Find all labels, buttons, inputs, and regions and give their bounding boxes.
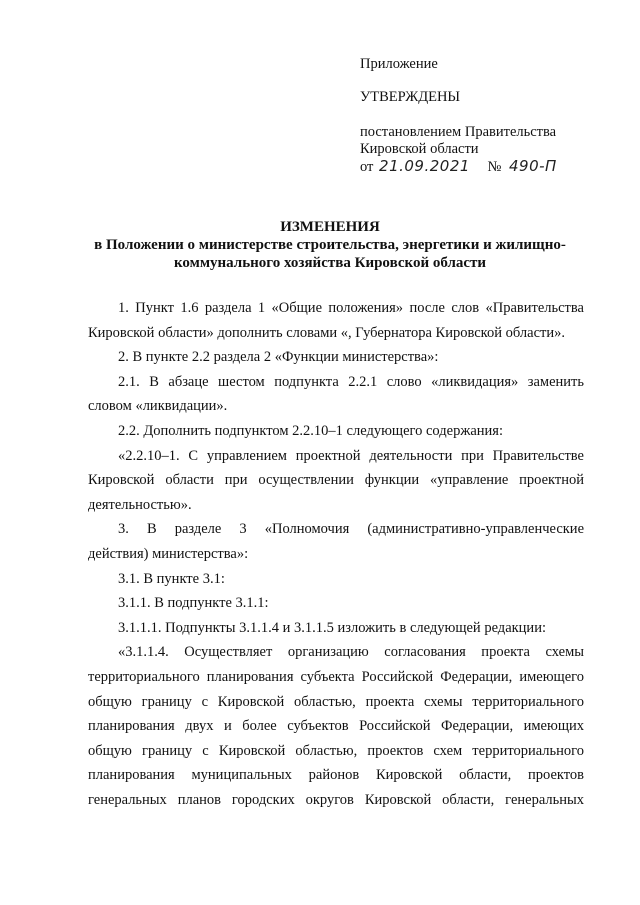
body-line: Кировской области при осуществлении функции «управление проектной [88,472,584,489]
date-prefix: от [360,159,374,175]
body-line: территориального планирования субъекта Российской Федерации, имеющего [88,668,584,685]
title-subline-2: коммунального хозяйства Кировской области [173,255,487,271]
body-line: 3.1.1.1. Подпункты 3.1.1.4 и 3.1.1.5 изложить в следующей редакции: [118,619,546,636]
document-title [60,218,600,272]
approved-label: УТВЕРЖДЕНЫ [360,89,461,105]
date-number-line [360,158,557,176]
handwritten-number: 490-П [509,157,557,175]
body-line: 3.1. В пункте 3.1: [118,570,225,587]
number-sign: № [487,159,502,175]
body-line: общую границу с Кировской областью, проекта схемы территориального [88,693,584,710]
body-line: планирования двух и более субъектов Российской Федерации, имеющих [88,718,584,735]
body-line: Кировской области» дополнить словами «, Губернатора Кировской области». [88,324,565,341]
appendix-label: Приложение [360,56,438,72]
body-line: деятельностью». [88,496,192,513]
body-line: «2.2.10–1. С управлением проектной деятельности при Правительстве [118,447,584,464]
title-heading: ИЗМЕНЕНИЯ [280,219,380,235]
body-line: 2.2. Дополнить подпунктом 2.2.10–1 следующего содержания: [118,422,503,439]
body-line: общую границу с Кировской областью, проектов схем территориального [88,742,584,759]
body-line: 3.1.1. В подпункте 3.1.1: [118,595,269,612]
body-line: генеральных планов городских округов Кировской области, генеральных [88,791,584,808]
document-body [88,296,584,812]
body-line: планирования муниципальных районов Кировской области, проектов [88,767,584,784]
body-line: 1. Пункт 1.6 раздела 1 «Общие положения» после слов «Правительства [118,300,584,316]
body-line: 2.1. В абзаце шестом подпункта 2.2.1 слово «ликвидация» заменить [118,373,584,390]
handwritten-date: 21.09.2021 [379,157,470,175]
body-line: словом «ликвидации». [88,398,228,415]
title-subline-1: в Положении о министерстве строительства, энергетики и жилищно- [94,237,566,253]
body-line: 3. В разделе 3 «Полномочия (административно-управленческие [118,521,584,538]
approved-by-line: постановлением Правительства [360,124,557,140]
body-line: 2. В пункте 2.2 раздела 2 «Функции министерства»: [118,349,439,366]
body-line: «3.1.1.4. Осуществляет организацию согласования проекта схемы [118,644,584,661]
organization-line: Кировской области [360,141,479,157]
body-line: действия) министерства»: [88,545,249,562]
